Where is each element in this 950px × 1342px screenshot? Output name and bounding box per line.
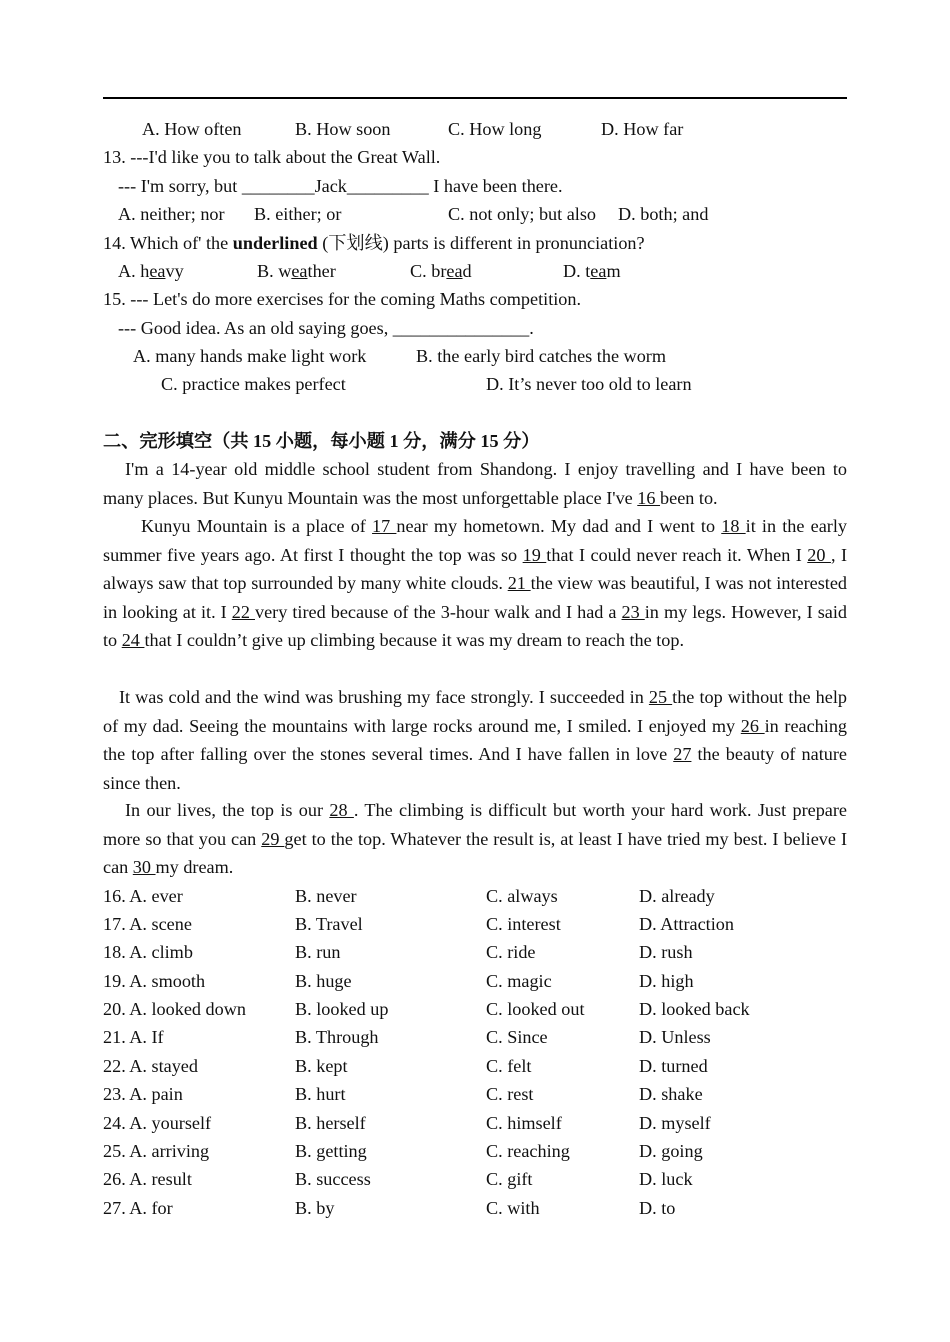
choice-b: B. success — [295, 1169, 371, 1189]
p4-text-b: . The climbing is difficult but worth your hard work. Just prepare more so that you can — [103, 800, 847, 849]
p2-text-e: , I always saw that top surrounded by many white clouds. — [103, 544, 848, 593]
passage-paragraph-3 — [103, 683, 847, 797]
choice-row — [0, 998, 950, 1022]
p3-text-b: the top without the help of my dad. Seeing the mountains with large rocks around me, I smiled. I enjoyed my — [103, 687, 847, 736]
choice-row — [0, 1197, 950, 1221]
choice-a: 25. A. arriving — [103, 1141, 210, 1161]
q14-stem-end: (下划线) parts is different in pronunciation? — [317, 233, 645, 253]
choice-row — [0, 1026, 950, 1050]
q12-option-d: D. How far — [601, 119, 684, 139]
choice-c: C. magic — [486, 971, 552, 991]
q14-stem-bold: underlined — [232, 233, 318, 253]
blank-19: 19 — [522, 544, 547, 565]
choice-d: D. Unless — [639, 1027, 711, 1047]
passage-paragraph-1 — [103, 455, 847, 512]
choice-a: 24. A. yourself — [103, 1113, 212, 1133]
choice-d: D. high — [639, 971, 694, 991]
choice-c: C. always — [486, 886, 558, 906]
q12-option-c: C. How long — [448, 119, 542, 139]
choice-a: 19. A. smooth — [103, 971, 206, 991]
choice-c: C. himself — [486, 1113, 562, 1133]
q13-option-d: D. both; and — [618, 204, 709, 224]
q14-a-post: vy — [165, 261, 184, 281]
q15-line2: --- Good idea. As an old saying goes, _______________. — [118, 318, 534, 338]
q14-d-underlined: ea — [590, 261, 607, 281]
q12-option-b: B. How soon — [295, 119, 391, 139]
choice-b: B. getting — [295, 1141, 367, 1161]
choice-b: B. kept — [295, 1056, 348, 1076]
choice-row — [0, 885, 950, 909]
q13-option-a: A. neither; nor — [118, 204, 225, 224]
q14-d-pre: D. t — [563, 261, 591, 281]
q14-option-c — [410, 260, 472, 282]
choice-d: D. luck — [639, 1169, 693, 1189]
q15-option-b: B. the early bird catches the worm — [416, 346, 666, 366]
choice-d: D. going — [639, 1141, 703, 1161]
blank-22: 22 — [231, 601, 255, 622]
p1-text-a: I'm a 14-year old middle school student from Shandong. I enjoy travelling and I have been to many places. But Kunyu Mountain was the most unforgettable place I've — [103, 459, 847, 508]
q14-option-a — [118, 260, 184, 282]
q13-line2: --- I'm sorry, but ________Jack_________ I have been there. — [118, 176, 563, 196]
q14-a-underlined: ea — [149, 261, 166, 281]
section-2-title: 二、完形填空（共 15 小题，每小题 1 分，满分 15 分） — [103, 431, 540, 451]
choice-d: D. looked back — [639, 999, 750, 1019]
blank-29: 29 — [261, 828, 285, 849]
choice-row — [0, 913, 950, 937]
q13-stem: 13. ---I'd like you to talk about the Great Wall. — [103, 147, 441, 167]
choice-b: B. hurt — [295, 1084, 346, 1104]
choice-b: B. herself — [295, 1113, 366, 1133]
choice-d: D. myself — [639, 1113, 711, 1133]
choice-b: B. never — [295, 886, 357, 906]
p2-text-a: Kunyu Mountain is a place of — [141, 516, 373, 536]
choice-c: C. Since — [486, 1027, 548, 1047]
choice-d: D. to — [639, 1198, 676, 1218]
choice-b: B. Through — [295, 1027, 379, 1047]
choice-a: 16. A. ever — [103, 886, 183, 906]
p2-text-b: near my hometown. My dad and I went to — [396, 516, 722, 536]
choice-b: B. run — [295, 942, 341, 962]
q14-b-post: ther — [307, 261, 336, 281]
p4-text-d: my dream. — [155, 857, 234, 877]
q14-stem-start: 14. Which of' the — [103, 233, 233, 253]
choice-a: 23. A. pain — [103, 1084, 183, 1104]
choice-a: 17. A. scene — [103, 914, 192, 934]
choice-c: C. felt — [486, 1056, 532, 1076]
p3-text-a: It was cold and the wind was brushing my face strongly. I succeeded in — [119, 687, 649, 707]
choice-c: C. interest — [486, 914, 561, 934]
choice-a: 22. A. stayed — [103, 1056, 198, 1076]
q14-d-post: m — [606, 261, 621, 281]
choice-row — [0, 1168, 950, 1192]
q13-option-c: C. not only; but also — [448, 204, 597, 224]
choice-row — [0, 1055, 950, 1079]
q14-c-post: d — [462, 261, 472, 281]
q14-stem — [103, 232, 645, 254]
blank-23: 23 — [621, 601, 645, 622]
choice-a: 18. A. climb — [103, 942, 193, 962]
p1-text-b: been to. — [660, 487, 718, 508]
blank-20: 20 — [807, 544, 831, 565]
q14-a-pre: A. h — [118, 261, 150, 281]
p2-text-f: the view was beautiful, I was not interested in looking at it. I — [103, 573, 848, 622]
p3-text-c: in reaching the top after falling over the stones several times. And I have fallen in love — [103, 715, 848, 764]
passage-paragraph-4 — [103, 796, 847, 882]
p4-text-c: get to the top. Whatever the result is, at least I have tried my best. I believe I can — [103, 828, 847, 877]
q14-c-underlined: ea — [446, 261, 463, 281]
choice-d: D. shake — [639, 1084, 703, 1104]
choice-b: B. huge — [295, 971, 352, 991]
q14-b-pre: B. w — [257, 261, 292, 281]
choice-b: B. Travel — [295, 914, 363, 934]
p2-text-i: that I couldn’t give up climbing because it was my dream to reach the top. — [144, 630, 685, 650]
blank-25: 25 — [648, 687, 673, 707]
passage-paragraph-2 — [103, 512, 847, 655]
choice-row — [0, 1112, 950, 1136]
blank-27: 27 — [673, 744, 692, 764]
q14-option-b — [257, 260, 336, 282]
choice-b: B. looked up — [295, 999, 389, 1019]
blank-24: 24 — [121, 630, 145, 650]
header-rule — [103, 97, 847, 99]
choice-row — [0, 941, 950, 965]
q14-option-d — [563, 260, 621, 282]
choice-c: C. ride — [486, 942, 536, 962]
choice-c: C. rest — [486, 1084, 534, 1104]
p2-text-c: it in the early summer five years ago. At first I thought the top was so — [103, 516, 848, 565]
choice-b: B. by — [295, 1198, 335, 1218]
blank-16: 16 — [637, 487, 661, 508]
choice-c: C. reaching — [486, 1141, 570, 1161]
blank-21: 21 — [507, 573, 531, 593]
q15-stem: 15. --- Let's do more exercises for the coming Maths competition. — [103, 289, 582, 309]
choice-a: 27. A. for — [103, 1198, 173, 1218]
choice-c: C. with — [486, 1198, 540, 1218]
q14-b-underlined: ea — [291, 261, 308, 281]
choice-d: D. Attraction — [639, 914, 734, 934]
choice-a: 26. A. result — [103, 1169, 192, 1189]
blank-28: 28 — [329, 800, 354, 820]
p3-text-d: the beauty of nature since then. — [103, 744, 847, 793]
p2-text-g: very tired because of the 3-hour walk and I had a — [255, 601, 622, 622]
choice-c: C. looked out — [486, 999, 585, 1019]
choice-c: C. gift — [486, 1169, 533, 1189]
blank-18: 18 — [721, 516, 746, 536]
q15-option-d: D. It’s never too old to learn — [486, 374, 692, 394]
q14-c-pre: C. br — [410, 261, 447, 281]
q15-option-a: A. many hands make light work — [133, 346, 367, 366]
blank-26: 26 — [740, 715, 765, 736]
choice-row — [0, 1140, 950, 1164]
q13-option-b: B. either; or — [254, 204, 342, 224]
choice-row — [0, 970, 950, 994]
choice-row — [0, 1083, 950, 1107]
q15-option-c: C. practice makes perfect — [161, 374, 346, 394]
choice-a: 21. A. If — [103, 1027, 164, 1047]
choice-d: D. already — [639, 886, 715, 906]
p2-text-h: in my legs. However, I said to — [103, 601, 848, 650]
choice-d: D. turned — [639, 1056, 708, 1076]
blank-30: 30 — [132, 857, 156, 877]
q12-option-a: A. How often — [142, 119, 242, 139]
choice-a: 20. A. looked down — [103, 999, 246, 1019]
choice-d: D. rush — [639, 942, 693, 962]
p2-text-d: that I could never reach it. When I — [546, 544, 808, 565]
p4-text-a: In our lives, the top is our — [125, 800, 330, 820]
blank-17: 17 — [372, 516, 397, 536]
